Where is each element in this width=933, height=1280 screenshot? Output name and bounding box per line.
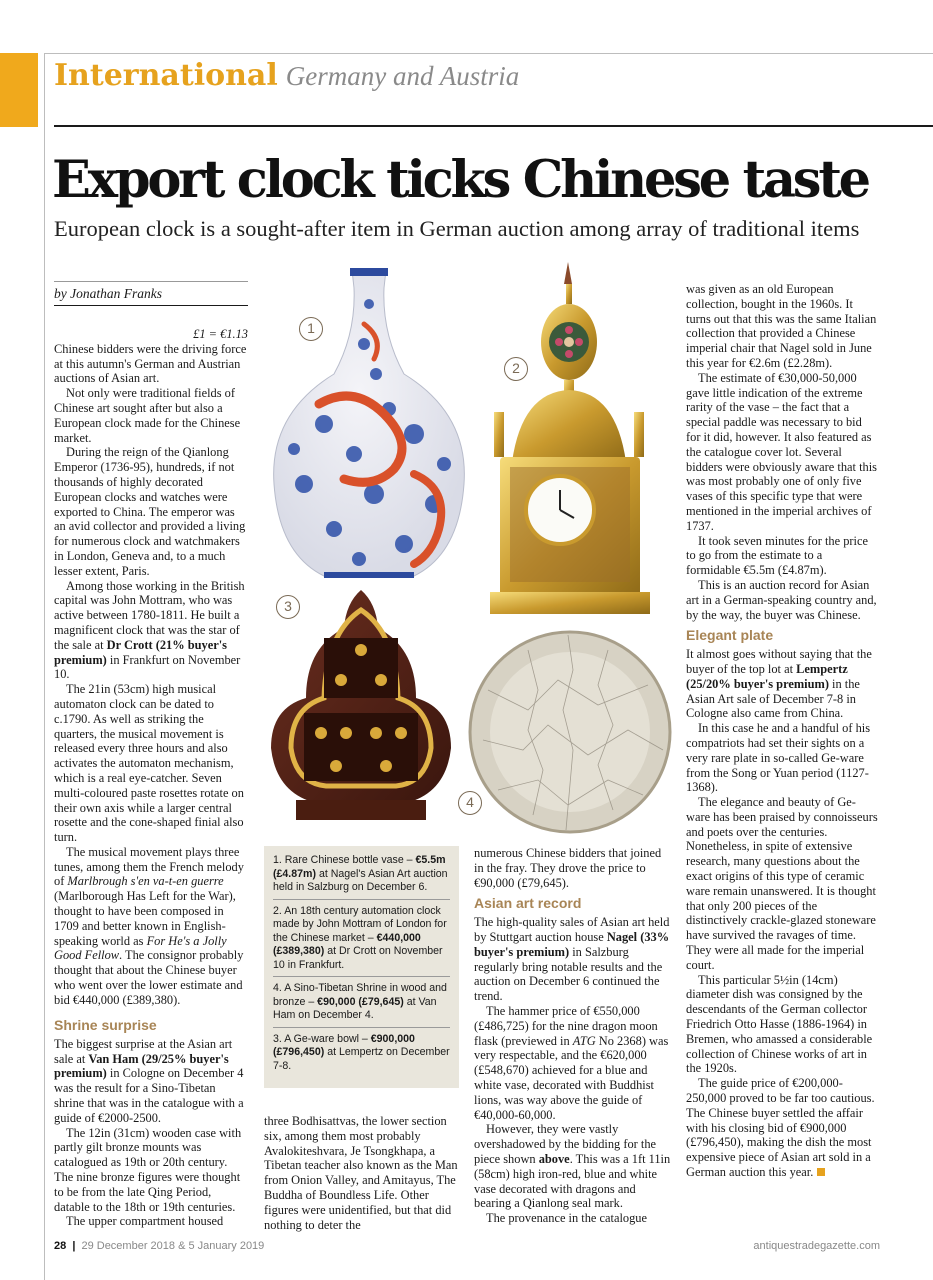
emphasis: above	[538, 1151, 570, 1166]
column-4	[686, 282, 879, 1180]
auction-house-name: Dr Crott (21% buyer's premium)	[54, 637, 227, 667]
end-mark-icon	[817, 1168, 825, 1176]
paragraph: The high-quality sales of Asian art held by Stuttgart auction house Nagel (33% buyer's premium) in Salzburg regularly bring notable results and the auction on December 6 continued the trend.	[474, 915, 670, 1004]
paragraph: The biggest surprise at the Asian art sale at Van Ham (29/25% buyer's premium) in Cologne on December 4 was the result for a Sino-Tibetan shrine that was in the catalogue with a guide of €2000-2500.	[54, 1036, 244, 1125]
paragraph: The hammer price of €550,000 (£486,725) for the nine dragon moon flask (previewed in ATG No 2368) was very respectable, and the €620,000 (£548,670) achieved for a blue and white vase, decorated with Buddhist lions, was way above the guide of €40,000-60,000.	[474, 1003, 669, 1122]
column-1	[54, 327, 248, 1008]
paragraph: This particular 5½in (14cm) diameter dish was consigned by the descendants of the German collector Friedrich Otto Hasse (1886-1964) in Bremen, who amassed a considerable collection of Chinese works of art in the 1920s.	[686, 972, 873, 1076]
section-subtitle: Germany and Austria	[285, 61, 520, 91]
caption: 4. A Sino-Tibetan Shrine in wood and bronze – €90,000 (£79,645) at Van Ham on December 4.	[273, 982, 450, 1028]
subheading: Asian art record	[474, 895, 582, 912]
paragraph: Among those working in the British capital was John Mottram, who was active between 1780-1811. He built a magnificent clock that was the star of the sale at Dr Crott (21% buyer's premium) in Frankfurt on November 10.	[54, 578, 245, 682]
page-number: 28	[54, 1240, 67, 1252]
captions-box	[264, 846, 459, 1088]
paragraph: numerous Chinese bidders that joined in the fray. They drove the price to €90,000 (£79,645).	[474, 846, 662, 890]
paragraph: The guide price of €200,000-250,000 proved to be far too cautious. The Chinese buyer settled the affair with his closing bid of €900,000 (£796,450), making the dish the most expensive piece of Asian art sold in a German auction this year.	[686, 1076, 875, 1180]
subheading: Shrine surprise	[54, 1017, 157, 1033]
automaton-clock-image	[482, 262, 662, 622]
paragraph: The estimate of €30,000-50,000 gave little indication of the extreme rarity of the vase – the fact that a special paddle was necessary to bid for it did, however. It also featured as the catalogue cover lot. Several bidders were obviously aware that this was most probably one of only five vases of this specific type that were mentioned in the imperial archives of 1737.	[686, 370, 877, 533]
paragraph: In this case he and a handful of his compatriots had set their sights on a very rare plate in so-called Ge-ware from the Song or Yuan period (1127-1368).	[686, 721, 871, 795]
paragraph: Chinese bidders were the driving force at this autumn's German and Austrian auctions of Asian art.	[54, 341, 247, 386]
publication-name: ATG	[572, 1033, 596, 1048]
paragraph: The 12in (31cm) wooden case with partly gilt bronze mounts was catalogued as 19th or 20th century. The nine bronze figures were thought to be from the late Qing Period, datable to the 18th or 19th centuries.	[54, 1125, 242, 1214]
byline: by Jonathan Franks	[54, 281, 248, 306]
website-url: antiquestradegazette.com	[753, 1240, 880, 1252]
image-number-badge: 1	[299, 317, 323, 341]
caption: 2. An 18th century automation clock made by John Mottram of London for the Chinese market – €440,000 (£389,380) at Dr Crott on November 10 in Frankfurt.	[273, 905, 450, 978]
paragraph: This is an auction record for Asian art in a German-speaking country and, by the way, the buyer was Chinese.	[686, 577, 877, 622]
paragraph: The provenance in the catalogue	[486, 1211, 647, 1226]
section-color-tab	[0, 53, 38, 127]
headline: Export clock ticks Chinese taste	[52, 150, 868, 210]
auction-house-name: Nagel (33% buyer's premium)	[474, 929, 670, 959]
paragraph: It took seven minutes for the price to go from the estimate to a formidable €5.5m (£4.87m).	[686, 533, 868, 578]
caption: 1. Rare Chinese bottle vase – €5.5m (£4.87m) at Nagel's Asian Art auction held in Salzburg on December 6.	[273, 854, 450, 900]
paragraph: The 21in (53cm) high musical automaton clock can be dated to c.1790. As well as striking the quarters, the musical movement is released every three hours and also activates the automaton mechanism, which is a real eye-catcher. Seven multi-coloured paste rosettes rotate on their own axis while a larger central rosette and the cone-shaped finial also turn.	[54, 682, 244, 845]
standfirst: European clock is a sought-after item in German auction among array of traditional items	[54, 216, 860, 241]
paragraph: However, they were vastly overshadowed by the bidding for the piece shown above. This was a 1ft 11in (58cm) high iron-red, blue and white vase decorated with dragons and bearing a Qianlong seal mark.	[474, 1122, 671, 1211]
footer-separator: |	[72, 1240, 76, 1252]
paragraph: The musical movement plays three tunes, among them the French melody of Marlbrough s'en va-t-en guerre (Marlborough Has Left for the War), thought to have been composed in 1709 and better known in English-speaking world as For He's a Jolly Good Fellow. The consignor probably thought that about the Chinese buyer who went over the lower estimate and bid €440,000 (£389,380).	[54, 844, 244, 1007]
image-number-badge: 2	[504, 357, 528, 381]
section-title: International	[54, 58, 278, 93]
column-3	[474, 846, 672, 1226]
issue-date: 29 December 2018 & 5 January 2019	[81, 1240, 265, 1252]
caption: 3. A Ge-ware bowl – €900,000 (£796,450) at Lempertz on December 7-8.	[273, 1032, 450, 1072]
page-margin-rule	[44, 53, 45, 1280]
paragraph: It almost goes without saying that the buyer of the top lot at Lempertz (25/20% buyer's premium) in the Asian Art sale of December 7-8 in Cologne also came from China.	[686, 647, 872, 721]
column-2	[264, 1114, 460, 1232]
header-rule	[54, 125, 933, 127]
section-header	[54, 58, 519, 93]
song-title: For He's a Jolly Good Fellow	[54, 933, 227, 963]
paragraph: was given as an old European collection, bought in the 1960s. It turns out that this was the same Italian collection that provided a Chinese imperial chair that Nagel sold in June this year for €2.6m (£2.28m).	[686, 282, 877, 370]
image-number-badge: 3	[276, 595, 300, 619]
subheading: Elegant plate	[686, 627, 774, 644]
song-title: Marlbrough s'en va-t-en guerre	[67, 874, 224, 889]
paragraph: Not only were traditional fields of Chinese art sought after but also a European clock made for the Chinese market.	[54, 386, 241, 445]
bottle-vase-image	[264, 264, 474, 584]
exchange-rate: £1 = €1.13	[193, 327, 248, 341]
tibetan-shrine-image	[266, 588, 456, 828]
footer	[54, 1240, 264, 1252]
paragraph: The elegance and beauty of Ge-ware has been praised by connoisseurs and poets over the centuries. Nonetheless, in spite of extensive research, many questions about the exact origins of this type of ceramic ware remain unanswered. It is thought that only 200 pieces of the distinctively crackle-glazed stoneware have survived the ravages of time. They were all made for the imperial court.	[686, 795, 878, 972]
ge-ware-dish-image	[468, 630, 672, 834]
page-top-rule	[44, 53, 933, 54]
paragraph: The upper compartment housed	[66, 1214, 224, 1229]
image-number-badge: 4	[458, 791, 482, 815]
auction-house-name: Lempertz (25/20% buyer's premium)	[686, 661, 848, 691]
column-1-lower	[54, 1017, 248, 1229]
auction-house-name: Van Ham (29/25% buyer's premium)	[54, 1051, 229, 1081]
paragraph: three Bodhisattvas, the lower section six, among them most probably Avalokiteshvara, Je Tsongkhapa, a Tibetan teacher also known as the Man from Onion Valley, and Amitayus, The Buddha of Boundless Life. Other figures were unidentified, but that did nothing to deter the	[264, 1114, 458, 1232]
paragraph: During the reign of the Qianlong Emperor (1736-95), hundreds, if not thousands of highly decorated European clocks and watches were exported to China. The emperor was an avid collector and provided a living for numerous clock and watchmakers in London, Geneva and, to a much lesser extent, Paris.	[54, 445, 246, 578]
